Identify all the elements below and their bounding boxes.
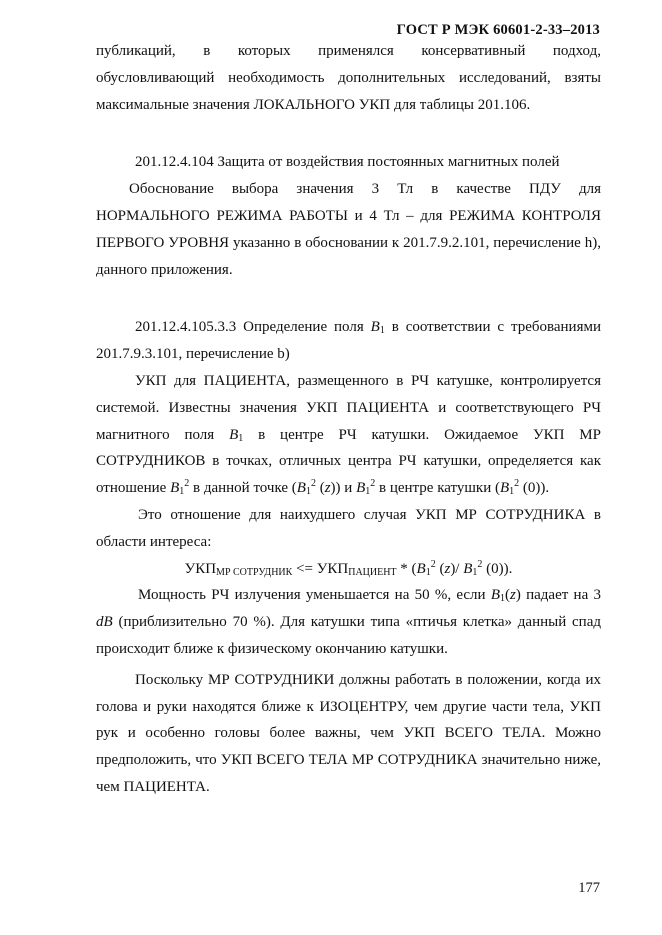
subscript: 1 (238, 432, 244, 444)
subscript: 1 (472, 566, 478, 578)
superscript: 2 (430, 558, 436, 570)
paragraph: Поскольку МР СОТРУДНИКИ должны работать в положении, когда их голова и руки находятся ближе к ИЗОЦЕНТРУ, чем другие части тела, УКП рук и особенно головы более важны, чем УКП ВСЕГО ТЕЛА. Можно предположить, что УКП ВСЕГО ТЕЛА МР СОТРУДНИКА значительно ниже, чем ПАЦИЕНТА. (96, 671, 601, 795)
section-heading: 201.12.4.104 Защита от воздействия постоянных магнитных полей (135, 154, 560, 171)
symbol-z: z (510, 587, 516, 604)
symbol-b: B (356, 480, 366, 497)
heading-text: в соответствии с требованиями 201.7.9.3.101, перечисление b) (96, 319, 601, 363)
paragraph-line: обусловливающий необходимость дополнительных исследований, взяты (96, 69, 601, 86)
formula-text: (0)). (482, 560, 513, 577)
unit-db: dB (96, 614, 113, 631)
symbol-z: z (444, 560, 451, 577)
formula-text: УКП (316, 560, 349, 577)
formula-text: УКП (184, 560, 217, 577)
paragraph-line: максимальные значения ЛОКАЛЬНОГО УКП для таблицы 201.106. (96, 96, 531, 113)
text: Мощность РЧ излучения уменьшается на 50 %, если (138, 587, 491, 604)
symbol-b: B (229, 426, 239, 443)
formula-text: )/ (450, 560, 464, 577)
superscript: 2 (477, 558, 483, 570)
text: в центре РЧ катушки. Ожидаемое УКП МР СОТРУДНИКОВ в точках, отличных центра РЧ катушки, определяется как отношение (96, 426, 601, 497)
document-body (96, 38, 601, 801)
subscript: ПАЦИЕНТ (348, 566, 397, 578)
section-heading (96, 314, 601, 368)
symbol-b: B (416, 560, 426, 577)
subscript: МР СОТРУДНИК (216, 566, 293, 578)
formula-text: * ( (396, 560, 417, 577)
paragraph-line: публикаций, в которых применялся консервативный подход, (96, 43, 601, 59)
symbol-b: B (500, 480, 510, 497)
symbol-b: B (296, 480, 306, 497)
subscript: 1 (425, 566, 431, 578)
subscript: 1 (179, 486, 185, 498)
subscript: 1 (500, 593, 505, 605)
text: (0) (522, 480, 541, 497)
text: в центре катушки ( (375, 480, 500, 497)
symbol-b: B (170, 480, 180, 497)
symbol-b: B (490, 587, 500, 604)
superscript: 2 (184, 478, 190, 490)
subscript: 1 (509, 486, 515, 498)
page-number: 177 (578, 880, 600, 896)
heading-text: 201.12.4.105.3.3 Определение поля (135, 319, 371, 336)
paragraph: Это отношение для наихудшего случая УКП МР СОТРУДНИКА в области интереса: (96, 506, 601, 550)
text: ) и (335, 480, 357, 497)
text: падает на 3 (520, 587, 601, 604)
formula: $УКП_{МР СОТРУДНИК} <= УКП_{ПАЦИЕНТ} * (B_1^2$ (z)/ $B_1^2$ (0)). (184, 558, 513, 578)
superscript: 2 (310, 478, 316, 490)
formula-text: <= (292, 560, 317, 577)
subscript: 1 (379, 325, 385, 337)
paragraph: Мощность РЧ излучения уменьшается на 50 %, если $B_1(z)$ падает на 3 dB (приблизительно 70 %). Для катушки типа «птичья клетка» данный спад происходит ближе к физическому окончанию катушки. (96, 587, 601, 657)
superscript: 2 (514, 478, 520, 490)
symbol-z: z (324, 480, 331, 497)
text: ). (540, 480, 550, 497)
text: (приблизительно 70 %). Для катушки типа «птичья клетка» данный спад происходит ближе к физическому окончанию катушки. (96, 614, 601, 657)
document-standard-code: ГОСТ Р МЭК 60601-2-33–2013 (396, 22, 600, 38)
text: в данной точке ( (189, 480, 297, 497)
paragraph: Обоснование выбора значения 3 Тл в качестве ПДУ для НОРМАЛЬНОГО РЕЖИМА РАБОТЫ и 4 Тл – для РЕЖИМА КОНТРОЛЯ ПЕРВОГО УРОВНЯ указанно в обосновании к 201.7.9.2.101, перечисление h), данного приложения. (96, 181, 601, 278)
text: УКП для ПАЦИЕНТА, размещенного в РЧ катушке, контролируется системой. Известны значения УКП ПАЦИЕНТА и соответствующего РЧ магнитного поля (96, 372, 601, 443)
superscript: 2 (370, 478, 376, 490)
subscript: 1 (305, 486, 311, 498)
symbol-b: B (463, 560, 473, 577)
symbol-b: B (370, 319, 380, 336)
paragraph: УКП для ПАЦИЕНТА, размещенного в РЧ катушке, контролируется системой. Известны значения УКП ПАЦИЕНТА и соответствующего РЧ магнитного поля $B_1$ в центре РЧ катушки. Ожидаемое УКП МР СОТРУДНИКОВ в точках, отличных центра РЧ катушки, определяется как отношение $B_1^2$ в данной точке ($B_1^2$ (z)) и $B_1^2$ в центре катушки ($B_1^2$ (0)). (96, 372, 601, 498)
subscript: 1 (365, 486, 371, 498)
